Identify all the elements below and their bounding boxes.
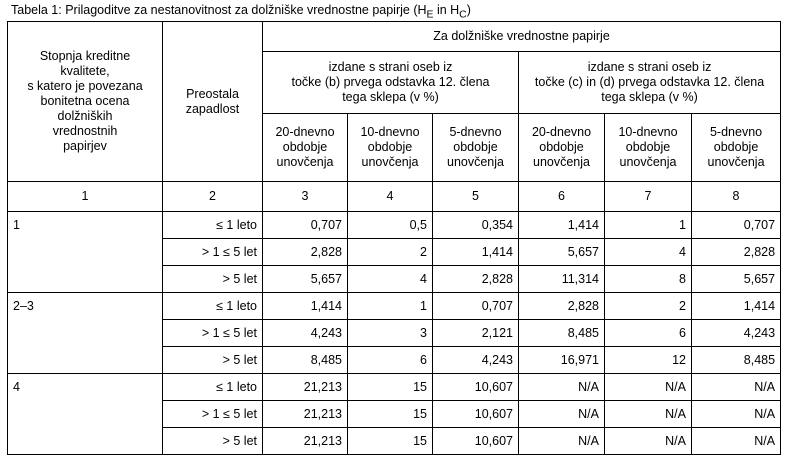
header-liquidation-period-line: obdobje bbox=[539, 140, 584, 154]
header-group-point-b-line: točke (b) prvega odstavka 12. člena bbox=[291, 75, 490, 89]
header-liquidation-period-line: obdobje bbox=[282, 140, 328, 154]
value-cell: 0,354 bbox=[433, 212, 519, 239]
value-cell: 0,707 bbox=[692, 212, 781, 239]
header-liquidation-period-line: obdobje bbox=[625, 140, 671, 154]
header-credit-quality bbox=[8, 22, 163, 182]
column-number: 2 bbox=[163, 182, 263, 212]
value-cell: 2 bbox=[605, 293, 692, 320]
value-cell: N/A bbox=[605, 428, 692, 455]
table-row bbox=[8, 293, 781, 320]
table-caption bbox=[11, 3, 471, 21]
value-cell: 1 bbox=[348, 293, 433, 320]
value-cell: 5,657 bbox=[263, 266, 348, 293]
header-liquidation-period-5 bbox=[605, 114, 692, 182]
value-cell: 1,414 bbox=[433, 239, 519, 266]
maturity-cell: ≤ 1 leto bbox=[163, 212, 263, 239]
header-residual-maturity-line: zapadlost bbox=[185, 101, 240, 116]
header-liquidation-period-6 bbox=[692, 114, 781, 182]
header-liquidation-period-line: 5-dnevno bbox=[449, 125, 502, 139]
maturity-cell: > 5 let bbox=[163, 428, 263, 455]
value-cell: 4,243 bbox=[433, 347, 519, 374]
value-cell: N/A bbox=[519, 374, 605, 401]
header-liquidation-period-line: obdobje bbox=[713, 140, 759, 154]
column-number: 4 bbox=[348, 182, 433, 212]
maturity-cell: > 5 let bbox=[163, 266, 263, 293]
table-row bbox=[8, 428, 781, 455]
value-cell: 2 bbox=[348, 239, 433, 266]
value-cell: 6 bbox=[605, 320, 692, 347]
value-cell: N/A bbox=[692, 374, 781, 401]
value-cell: 0,707 bbox=[433, 293, 519, 320]
credit-quality-cell bbox=[8, 401, 163, 428]
credit-quality-cell bbox=[8, 266, 163, 293]
value-cell: 15 bbox=[348, 428, 433, 455]
header-debt-securities: Za dolžniške vrednostne papirje bbox=[263, 22, 781, 52]
header-liquidation-period-line: unovčenja bbox=[447, 155, 504, 169]
value-cell: 5,657 bbox=[519, 239, 605, 266]
header-group-point-c-d-line: tega sklepa (v %) bbox=[601, 90, 698, 104]
value-cell: 2,828 bbox=[263, 239, 348, 266]
value-cell: 4,243 bbox=[263, 320, 348, 347]
header-residual-maturity bbox=[163, 22, 263, 182]
caption-text: Tabela 1: Prilagoditve za nestanovitnost za dolžniške vrednostne papirje (H bbox=[11, 3, 427, 17]
value-cell: 8,485 bbox=[692, 347, 781, 374]
value-cell: 15 bbox=[348, 401, 433, 428]
credit-quality-cell bbox=[8, 347, 163, 374]
table-row bbox=[8, 401, 781, 428]
header-credit-quality-line: vrednostnih bbox=[52, 124, 118, 138]
header-liquidation-period-line: 5-dnevno bbox=[709, 125, 763, 139]
caption-text-end: ) bbox=[466, 3, 471, 17]
value-cell: 2,828 bbox=[519, 293, 605, 320]
value-cell: N/A bbox=[605, 401, 692, 428]
value-cell: N/A bbox=[692, 428, 781, 455]
credit-quality-cell bbox=[8, 239, 163, 266]
header-credit-quality-line: kvalitete, bbox=[60, 64, 110, 78]
header-residual-maturity-line: Preostala bbox=[186, 86, 239, 101]
value-cell: 4 bbox=[348, 266, 433, 293]
value-cell: N/A bbox=[692, 401, 781, 428]
header-liquidation-period-line: unovčenja bbox=[619, 155, 677, 169]
value-cell: 12 bbox=[605, 347, 692, 374]
header-group-point-c-d-line: izdane s strani oseb iz bbox=[587, 60, 712, 74]
table-row bbox=[8, 347, 781, 374]
credit-quality-cell bbox=[8, 428, 163, 455]
value-cell: 21,213 bbox=[263, 428, 348, 455]
header-group-point-c-d-line: točke (c) in (d) prvega odstavka 12. člena bbox=[534, 75, 765, 89]
header-liquidation-period-line: 10-dnevno bbox=[360, 125, 420, 139]
header-liquidation-period-line: obdobje bbox=[367, 140, 413, 154]
header-liquidation-period-3 bbox=[433, 114, 519, 182]
header-group-point-b-line: izdane s strani oseb iz bbox=[328, 60, 453, 74]
header-credit-quality-line: dolžniških bbox=[57, 109, 113, 123]
credit-quality-cell: 2–3 bbox=[8, 293, 163, 320]
value-cell: 16,971 bbox=[519, 347, 605, 374]
maturity-cell: > 5 let bbox=[163, 347, 263, 374]
header-credit-quality-line: s katero je povezana bbox=[27, 79, 143, 93]
value-cell: 1,414 bbox=[263, 293, 348, 320]
value-cell: 0,5 bbox=[348, 212, 433, 239]
column-number: 6 bbox=[519, 182, 605, 212]
value-cell: 6 bbox=[348, 347, 433, 374]
column-number: 1 bbox=[8, 182, 163, 212]
header-group-point-c-d bbox=[519, 52, 781, 114]
maturity-cell: > 1 ≤ 5 let bbox=[163, 320, 263, 347]
value-cell: 15 bbox=[348, 374, 433, 401]
column-number-row bbox=[8, 182, 781, 212]
column-number: 5 bbox=[433, 182, 519, 212]
value-cell: 21,213 bbox=[263, 374, 348, 401]
caption-text-mid: in H bbox=[433, 3, 460, 17]
table-row bbox=[8, 374, 781, 401]
value-cell: 8 bbox=[605, 266, 692, 293]
maturity-cell: > 1 ≤ 5 let bbox=[163, 239, 263, 266]
value-cell: 2,828 bbox=[692, 239, 781, 266]
header-credit-quality-line: Stopnja kreditne bbox=[39, 49, 131, 63]
value-cell: 5,657 bbox=[692, 266, 781, 293]
value-cell: 10,607 bbox=[433, 401, 519, 428]
header-liquidation-period-2 bbox=[348, 114, 433, 182]
header-liquidation-period-line: obdobje bbox=[453, 140, 498, 154]
header-liquidation-period-line: unovčenja bbox=[533, 155, 590, 169]
caption-subscript-e: E bbox=[426, 9, 434, 21]
header-liquidation-period-line: 20-dnevno bbox=[275, 125, 335, 139]
header-liquidation-period-line: unovčenja bbox=[707, 155, 765, 169]
header-credit-quality-line: bonitetna ocena bbox=[40, 94, 130, 108]
table-row bbox=[8, 239, 781, 266]
column-number: 8 bbox=[692, 182, 781, 212]
table-row bbox=[8, 266, 781, 293]
header-liquidation-period-4 bbox=[519, 114, 605, 182]
table-row bbox=[8, 212, 781, 239]
header-liquidation-period-line: 20-dnevno bbox=[531, 125, 592, 139]
header-group-point-b-line: tega sklepa (v %) bbox=[342, 90, 439, 104]
credit-quality-cell bbox=[8, 320, 163, 347]
value-cell: N/A bbox=[519, 401, 605, 428]
value-cell: N/A bbox=[519, 428, 605, 455]
credit-quality-cell: 4 bbox=[8, 374, 163, 401]
value-cell: 21,213 bbox=[263, 401, 348, 428]
value-cell: 8,485 bbox=[263, 347, 348, 374]
value-cell: 1,414 bbox=[519, 212, 605, 239]
value-cell: 1 bbox=[605, 212, 692, 239]
value-cell: 11,314 bbox=[519, 266, 605, 293]
credit-quality-cell: 1 bbox=[8, 212, 163, 239]
value-cell: 10,607 bbox=[433, 374, 519, 401]
value-cell: 2,828 bbox=[433, 266, 519, 293]
value-cell: 2,121 bbox=[433, 320, 519, 347]
value-cell: 0,707 bbox=[263, 212, 348, 239]
header-liquidation-period-line: unovčenja bbox=[276, 155, 334, 169]
header-credit-quality-line: papirjev bbox=[63, 139, 107, 153]
column-number: 7 bbox=[605, 182, 692, 212]
value-cell: 4 bbox=[605, 239, 692, 266]
table-row bbox=[8, 320, 781, 347]
value-cell: 4,243 bbox=[692, 320, 781, 347]
volatility-adjustments-table bbox=[7, 21, 781, 455]
value-cell: 3 bbox=[348, 320, 433, 347]
header-liquidation-period-line: 10-dnevno bbox=[618, 125, 678, 139]
value-cell: N/A bbox=[605, 374, 692, 401]
column-number: 3 bbox=[263, 182, 348, 212]
header-group-point-b bbox=[263, 52, 519, 114]
caption-subscript-c: C bbox=[459, 9, 467, 21]
maturity-cell: ≤ 1 leto bbox=[163, 374, 263, 401]
header-liquidation-period-1 bbox=[263, 114, 348, 182]
maturity-cell: > 1 ≤ 5 let bbox=[163, 401, 263, 428]
maturity-cell: ≤ 1 leto bbox=[163, 293, 263, 320]
value-cell: 8,485 bbox=[519, 320, 605, 347]
value-cell: 1,414 bbox=[692, 293, 781, 320]
value-cell: 10,607 bbox=[433, 428, 519, 455]
header-liquidation-period-line: unovčenja bbox=[361, 155, 419, 169]
